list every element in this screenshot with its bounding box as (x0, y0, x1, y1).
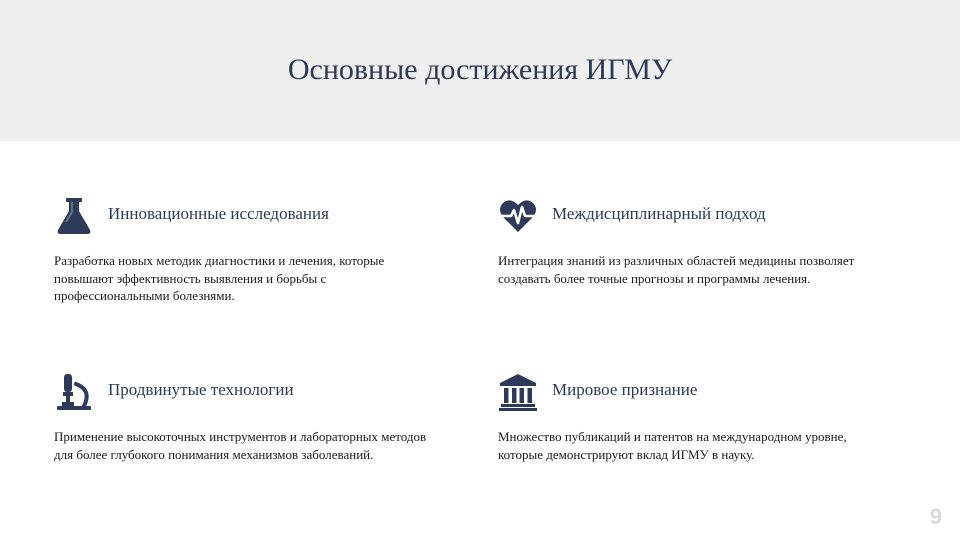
achievement-description: Разработка новых методик диагностики и лечения, которые повышают эффективность выявления и борьбы с профессиональными болезнями. (54, 253, 385, 303)
achievement-heading: Мировое признание (552, 380, 698, 399)
title-banner (0, 0, 960, 141)
achievement-description: Интеграция знаний из различных областей медицины позволяет создавать более точные прогнозы и программы лечения. (498, 253, 855, 286)
achievement-description: Множество публикаций и патентов на международном уровне, которые демонстрируют вклад ИГМУ в науку. (498, 429, 847, 462)
achievement-description: Применение высокоточных инструментов и лабораторных методов для более глубокого понимания механизмов заболеваний. (54, 429, 427, 462)
institution-icon (498, 372, 538, 412)
slide-title: Основные достижения ИГМУ (287, 53, 673, 86)
flask-icon (54, 196, 94, 236)
achievement-heading: Продвинутые технологии (108, 380, 294, 399)
achievement-heading: Междисциплинарный подход (552, 204, 766, 223)
heartbeat-icon (498, 196, 538, 236)
microscope-icon (54, 372, 94, 412)
page-number: 9 (929, 504, 942, 529)
achievement-heading: Инновационные исследования (108, 204, 329, 223)
